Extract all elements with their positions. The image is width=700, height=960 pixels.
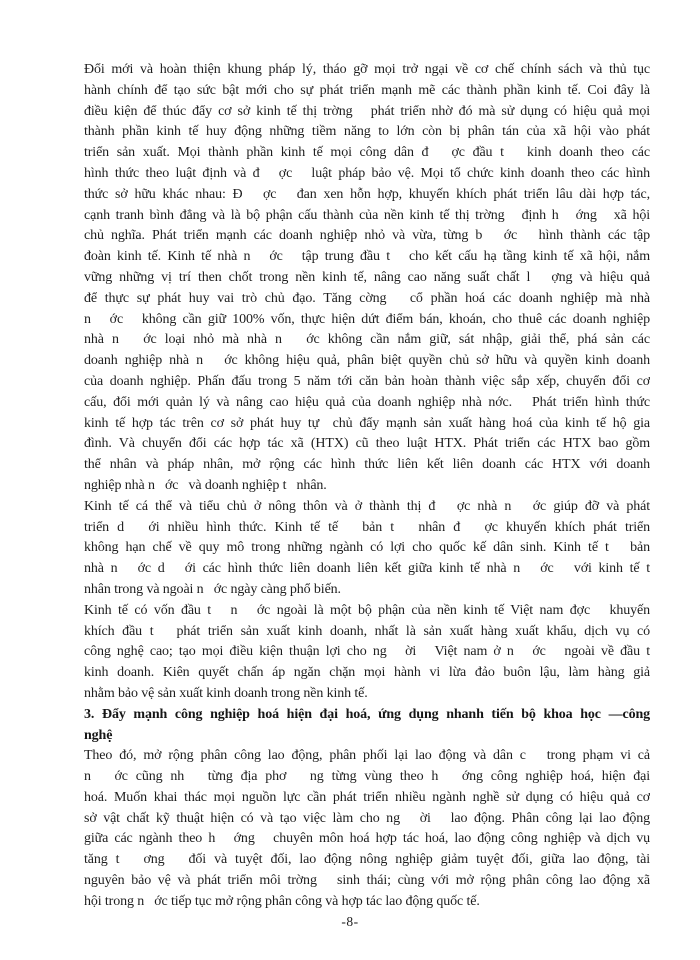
text-line: Kinh tế cá thể và tiểu chủ ở nông thôn và ở thành thị đ ợc nhà n ớc giúp đỡ và phát <box>84 498 650 514</box>
text-line: hành chính để tạo sức bật mới cho sự phát triển mạnh mẽ các thành phần kinh tế. Coi đây là <box>84 82 650 98</box>
text-line: thể nhân và pháp nhân, mở rộng các hình thức liên kết liên doanh các HTX với doanh <box>84 457 650 473</box>
page-number: -8- <box>341 914 359 929</box>
text-line: Theo đó, mở rộng phân công lao động, phân phối lại lao động và dân c trong phạm vi cả <box>84 748 650 764</box>
paragraph <box>84 601 650 705</box>
text-line: hình thức theo luật định và đ ợc luật pháp bảo vệ. Mọi tổ chức kinh doanh theo các hình <box>84 165 650 181</box>
text-line: công nghệ cao; tạo mọi điều kiện thuận lợi cho ng ời Việt nam ở n ớc ngoài về đầu t <box>84 644 650 660</box>
text-line: đoàn kinh tế. Kinh tế nhà n ớc tập trung đầu t cho kết cấu hạ tầng kinh tế xã hội, nắm <box>84 249 650 265</box>
text-line: nhân trong và ngoài n ớc ngày càng phổ biến. <box>84 581 341 597</box>
paragraph <box>84 497 650 601</box>
text-line: Đổi mới và hoàn thiện khung pháp lý, tháo gỡ mọi trở ngại về cơ chế chính sách và thủ tục <box>84 62 650 77</box>
text-line: nhà n ớc loại nhỏ mà nhà n ớc không cần nắm giữ, sát nhập, giải thể, phá sản các <box>84 332 650 348</box>
text-line: thức sở hữu khác nhau: Đ ợc đan xen hỗn hợp, khuyến khích phát triển lâu dài hợp tác, <box>84 186 650 202</box>
text-line: n ớc cũng nh từng địa phơ ng từng vùng theo h ớng công nghiệp hoá, hiện đại <box>84 769 650 785</box>
text-line: không hạn chế về quy mô trong những ngành có lợi cho quốc kế dân sinh. Kinh tế t bản <box>84 540 650 556</box>
text-line: nghệ <box>84 727 113 743</box>
section-heading <box>84 705 650 747</box>
text-line: điều kiện để thúc đẩy cơ sở kinh tế thị trờng phát triển nhờ đó mà sử dụng có hiệu quả mọi <box>84 103 650 119</box>
text-line: doanh nghiệp nhà n ớc không hiệu quả, phân biệt quyền chủ sở hữu và quyền kinh doanh <box>84 353 650 369</box>
text-line: để thực sự phát huy vai trò chủ đạo. Tăng cờng cổ phần hoá các doanh nghiệp mà nhà <box>84 290 650 306</box>
text-line: n ớc không cần giữ 100% vốn, thực hiện dứt điểm bán, khoán, cho thuê các doanh nghiệp <box>84 311 650 327</box>
text-line: giữa các ngành theo h ớng chuyên môn hoá hợp tác hoá, lao động công nghiệp và dịch vụ <box>84 831 650 847</box>
text-line: chủ nghĩa. Phát triển mạnh các doanh nghiệp nhỏ và vừa, từng b ớc hình thành các tập <box>84 228 650 244</box>
text-line: Kinh tế có vốn đầu t n ớc ngoài là một bộ phận của nền kinh tế Việt nam đợc khuyến <box>84 602 650 618</box>
text-line: đình. Và chuyển đổi các hợp tác xã (HTX) cũ theo luật HTX. Phát triển các HTX bao gồm <box>84 436 650 452</box>
text-line: 3. Đẩy mạnh công nghiệp hoá hiện đại hoá, ứng dụng nhanh tiến bộ khoa học —công <box>84 706 650 722</box>
paragraph <box>84 746 650 912</box>
text-line: cạnh tranh bình đẳng và là bộ phận cấu thành của nền kinh tế thị trờng định h ớng xã hội <box>84 207 650 223</box>
text-line: triển d ới nhiều hình thức. Kinh tế tế bản t nhân đ ợc khuyến khích phát triển <box>84 519 650 535</box>
text-line: kinh doanh. Kiên quyết chấn áp ngăn chặn mọi hành vi lừa đảo buôn lậu, làm hàng giả <box>84 665 650 681</box>
paragraph <box>84 60 650 497</box>
text-line: nhà n ớc d ới các hình thức liên doanh liên kết giữa kinh tế nhà n ớc với kinh tế t <box>84 561 650 577</box>
text-line: nghiệp nhà n ớc và doanh nghiệp t nhân. <box>84 477 327 493</box>
text-line: sở vật chất kỹ thuật hiện có và tạo việc làm cho ng ời lao động. Phân công lại lao động <box>84 810 650 826</box>
text-line: tăng t ơng đối và tuyệt đối, lao động nông nghiệp giảm tuyệt đối, giữa lao động, tài <box>84 852 650 868</box>
text-line: của doanh nghiệp. Phấn đấu trong 5 năm tới căn bản hoàn thành việc sắp xếp, chuyển đổi cơ <box>84 373 650 389</box>
text-line: vững những vị trí then chốt trong nền kinh tế, nâng cao năng suất chất l ợng và hiệu quả <box>84 269 650 285</box>
text-line: kinh tế hợp tác trên cơ sở phát huy tự chủ đẩy mạnh sản xuất hàng hoá của kinh tế hộ gia <box>84 415 650 431</box>
text-line: khích đầu t phát triển sản xuất kinh doanh, nhất là sản xuất hàng xuất khẩu, dịch vụ có <box>84 623 650 639</box>
text-line: hội trong n ớc tiếp tục mở rộng phân công và hợp tác lao động quốc tế. <box>84 893 480 909</box>
document-body <box>84 60 650 913</box>
text-line: triển sản xuất. Mọi thành phần kinh tế mọi công dân đ ợc đầu t kinh doanh theo các <box>84 145 650 161</box>
text-line: nhằm bảo vệ sản xuất kinh doanh trong nền kinh tế. <box>84 685 368 701</box>
text-line: cấu, đổi mới quản lý và nâng cao hiệu quả của doanh nghiệp nhà nớc. Phát triển hình thức <box>84 394 650 410</box>
text-line: hoá. Muốn khai thác mọi nguồn lực cần phát triển nhiều ngành nghề sử dụng có hiệu quả cơ <box>84 789 650 805</box>
text-line: thành phần kinh tế huy động những tiềm năng to lớn còn bị phân tán của xã hội vào phát <box>84 124 650 140</box>
text-line: nguyên bảo vệ và phát triển môi trờng sinh thái; cùng với mở rộng phân công lao động xã <box>84 873 650 889</box>
